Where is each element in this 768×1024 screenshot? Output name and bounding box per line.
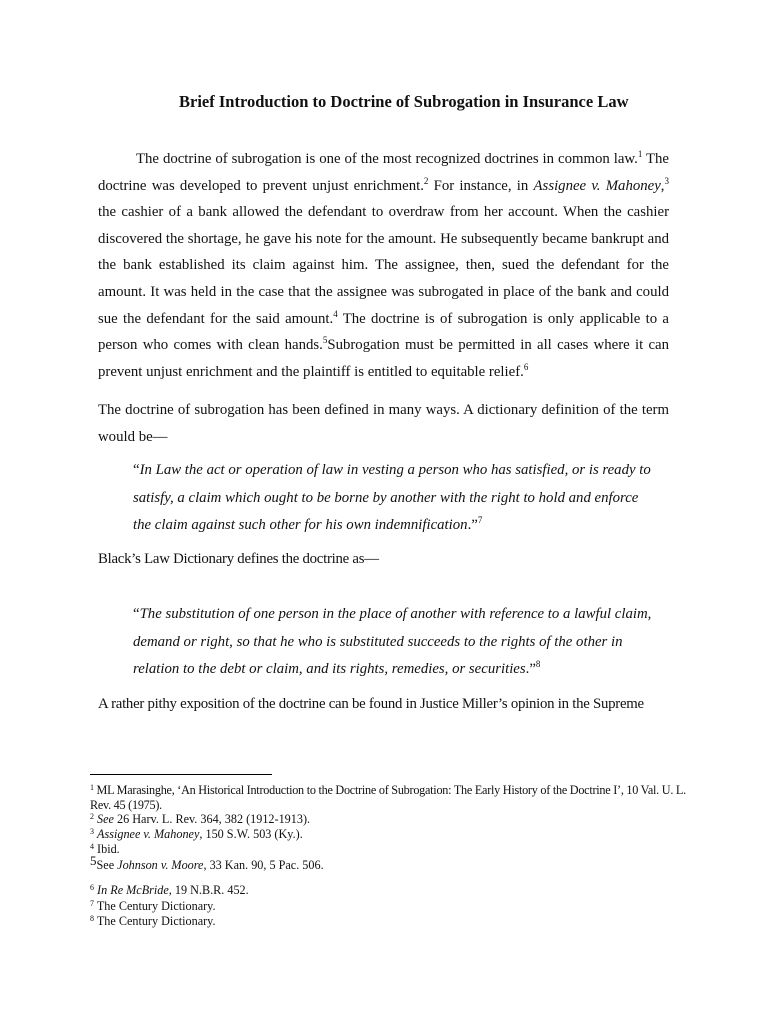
footnote-5 — [90, 853, 690, 873]
case-name-mahoney: Assignee v. Mahoney — [533, 177, 661, 194]
footnote-text: 26 Harv. L. Rev. 364, 382 (1912-1913). — [113, 812, 311, 826]
footnote-7 — [90, 899, 690, 914]
footnote-ref-4[interactable]: 4 — [333, 308, 338, 319]
intro-text-3: For instance, in — [428, 177, 534, 194]
quote-close-mark: .” — [467, 517, 478, 533]
footnote-6 — [90, 883, 690, 898]
footnote-ref-2[interactable]: 2 — [423, 175, 429, 186]
footnote-number: 7 — [90, 899, 94, 908]
footnote-3 — [90, 827, 690, 842]
intro-text-2: The doctrine was developed to prevent unjust enrichment. — [98, 151, 670, 194]
footnote-case-name: In Re McBride — [97, 883, 169, 897]
definition-paragraph: The doctrine of subrogation has been defined in many ways. A dictionary definition of the term would be— — [98, 402, 669, 445]
pithy-exposition-line: A rather pithy exposition of the doctrine can be found in Justice Miller’s opinion in the Supreme — [98, 696, 644, 712]
intro-text-6: The doctrine is of subrogation is only applicable to a person who comes with clean hands. — [98, 310, 669, 354]
footnote-number: 2 — [90, 812, 94, 821]
footnote-text: , 33 Kan. 90, 5 Pac. 506. — [203, 858, 324, 872]
footnote-text: The Century Dictionary. — [94, 899, 216, 913]
footnote-4 — [90, 842, 690, 857]
footnote-signal: See — [96, 858, 118, 872]
footnote-8 — [90, 914, 690, 929]
footnote-number: 1 — [90, 783, 94, 792]
footnote-separator — [90, 774, 272, 775]
footnote-2 — [90, 812, 690, 827]
footnote-text: ML Marasinghe, ‘An Historical Introduction to the Doctrine of Subrogation: The Early History of the Doctrine I’, 10 Val. U. L. Rev. 45 (1975). — [90, 783, 686, 813]
footnote-ref-7[interactable]: 7 — [477, 515, 483, 525]
footnote-ref-1[interactable]: 1 — [637, 149, 643, 159]
intro-text-4: , — [660, 177, 665, 194]
footnote-ref-5[interactable]: 5 — [322, 335, 328, 346]
footnote-signal: See — [97, 812, 114, 826]
intro-paragraph — [98, 146, 669, 385]
footnote-number: 8 — [90, 914, 94, 923]
footnote-number: 4 — [90, 842, 94, 851]
footnote-number: 3 — [90, 827, 94, 836]
footnote-case-name: Assignee v. Mahoney — [97, 827, 200, 841]
footnote-ref-8[interactable]: 8 — [535, 659, 541, 669]
footnote-text: , 19 N.B.R. 452. — [168, 883, 249, 897]
quote-open-mark: “ — [133, 606, 140, 622]
dictionary-quote — [133, 457, 653, 540]
dictionary-quote-text: In Law the act or operation of law in vesting a person who has satisfied, or is ready to satisfy, a claim which ought to be borne by another with the right to hold and enforce the claim against such other for his own indemnification — [133, 462, 651, 533]
footnote-case-name: Johnson v. Moore — [117, 858, 204, 872]
footnote-1 — [90, 783, 690, 813]
blacks-law-intro: Black’s Law Dictionary defines the doctrine as— — [98, 551, 379, 567]
quote-close-mark: .” — [525, 661, 536, 677]
footnote-ref-6[interactable]: 6 — [523, 361, 529, 372]
blacks-law-quote — [133, 601, 653, 684]
footnote-number: 5 — [90, 853, 97, 868]
quote-open-mark: “ — [133, 462, 140, 478]
footnote-text: The Century Dictionary. — [94, 914, 216, 928]
blacks-law-quote-text: The substitution of one person in the place of another with reference to a lawful claim, demand or right, so that he who is substituted succeeds to the rights of the other in relation to the debt or claim, and its rights, remedies, or securities — [133, 606, 652, 677]
footnote-text: Ibid. — [94, 842, 120, 856]
intro-text-5: the cashier of a bank allowed the defendant to overdraw from her account. When the cashier discovered the shortage, he gave his note for the amount. He subsequently became bankrupt and the bank established its claim against him. The assignee, then, sued the defendant for the amount. It was held in the case that the assignee was subrogated in place of the bank and could sue the defendant for the said amount. — [98, 204, 669, 327]
intro-text-1: The doctrine of subrogation is one of the most recognized doctrines in common law. — [136, 151, 638, 167]
footnote-text: , 150 S.W. 503 (Ky.). — [199, 827, 303, 841]
document-title: Brief Introduction to Doctrine of Subrogation in Insurance Law — [179, 92, 629, 111]
intro-text-7: Subrogation must be permitted in all cases where it can prevent unjust enrichment and the plaintiff is entitled to equitable relief. — [98, 337, 670, 380]
footnote-ref-3[interactable]: 3 — [664, 175, 669, 186]
footnote-number: 6 — [90, 883, 94, 892]
